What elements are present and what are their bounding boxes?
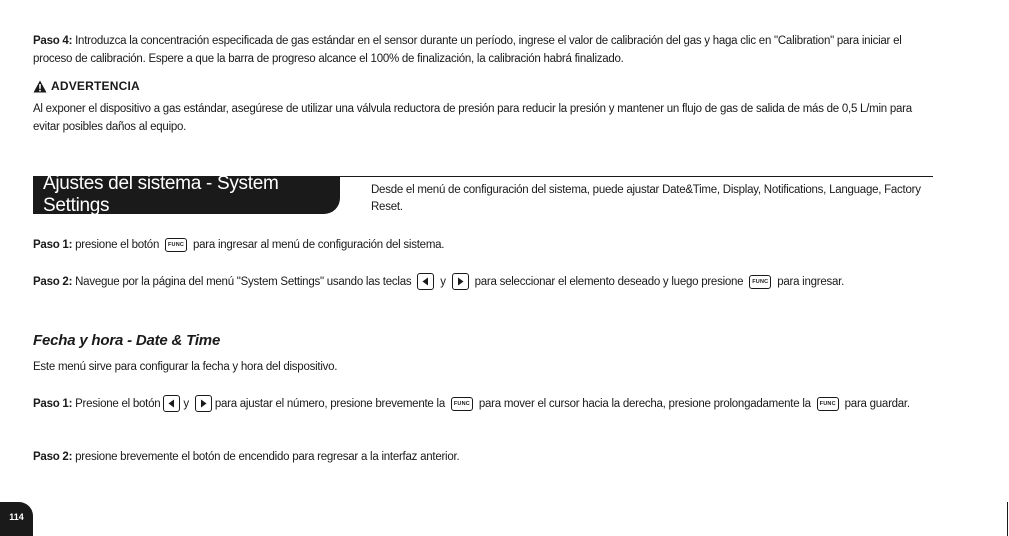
right-arrow-key-icon bbox=[195, 395, 212, 412]
date-time-step1 bbox=[33, 395, 938, 413]
date-time-step1-text-c: para ajustar el número, presione brevemente la bbox=[214, 398, 448, 410]
date-time-step2-label: Paso 2: bbox=[33, 451, 73, 463]
date-time-step1-label: Paso 1: bbox=[33, 398, 73, 410]
func-key-icon: FUNC bbox=[749, 275, 771, 289]
margin-rule bbox=[1007, 502, 1008, 536]
system-step2-text-b: y bbox=[437, 276, 449, 288]
warning-heading bbox=[33, 79, 140, 93]
system-step2-text-a: Navegue por la página del menú "System Settings" usando las teclas bbox=[72, 276, 415, 288]
date-time-step1-text-d: para mover el cursor hacia la derecha, presione prolongadamente la bbox=[475, 398, 814, 410]
func-key-icon: FUNC bbox=[817, 397, 839, 411]
system-step1-text-a: presione el botón bbox=[72, 239, 163, 251]
system-step2-label: Paso 2: bbox=[33, 276, 73, 288]
date-time-step2 bbox=[33, 448, 938, 466]
system-step2 bbox=[33, 273, 938, 291]
step4-paragraph bbox=[33, 32, 938, 68]
section-title-text: Ajustes del sistema - System Settings bbox=[43, 173, 279, 216]
date-time-heading: Fecha y hora - Date & Time bbox=[33, 332, 221, 349]
system-step2-text-d: para ingresar. bbox=[774, 276, 845, 288]
date-time-step1-text-e: para guardar. bbox=[841, 398, 910, 410]
right-arrow-key-icon bbox=[452, 273, 469, 290]
section-description: Desde el menú de configuración del sistema, puede ajustar Date&Time, Display, Notifications, Language, Factory Reset. bbox=[371, 184, 921, 213]
date-time-step1-text-a: Presione el botón bbox=[72, 398, 161, 410]
left-arrow-key-icon bbox=[163, 395, 180, 412]
warning-title: ADVERTENCIA bbox=[51, 79, 140, 93]
system-step1 bbox=[33, 236, 938, 254]
system-step1-label: Paso 1: bbox=[33, 239, 73, 251]
date-time-step1-text-b: y bbox=[183, 398, 192, 410]
system-step2-text-c: para seleccionar el elemento deseado y luego presione bbox=[471, 276, 747, 288]
date-time-intro: Este menú sirve para configurar la fecha y hora del dispositivo. bbox=[33, 361, 338, 373]
func-key-icon: FUNC bbox=[451, 397, 473, 411]
func-key-icon: FUNC bbox=[165, 238, 187, 252]
system-step1-text-b: para ingresar al menú de configuración del sistema. bbox=[190, 239, 445, 251]
step4-label: Paso 4: bbox=[33, 35, 73, 47]
date-time-step2-text: presione brevemente el botón de encendido para regresar a la interfaz anterior. bbox=[72, 451, 460, 463]
step4-text: Introduzca la concentración especificada de gas estándar en el sensor durante un período, ingrese el valor de calibración del gas y haga clic en "Calibration" para iniciar el proceso de calibración. Espere a que la barra de progreso alcance el 100% de finalización, la calibración habrá finalizado. bbox=[33, 35, 902, 65]
warning-text: Al exponer el dispositivo a gas estándar, asegúrese de utilizar una válvula reductora de presión para reducir la presión y mantener un flujo de gas de salida de más de 0,5 L/min para evitar posibles daños al equipo. bbox=[33, 103, 912, 133]
page-number: 114 bbox=[0, 502, 33, 536]
section-title bbox=[33, 173, 340, 216]
warning-triangle-icon bbox=[33, 80, 47, 93]
left-arrow-key-icon bbox=[417, 273, 434, 290]
